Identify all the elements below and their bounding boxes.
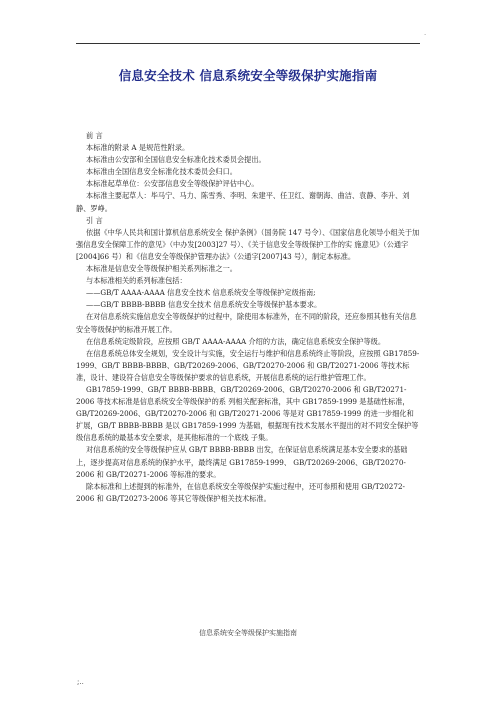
paragraph: 本标准由公安部和全国信息安全标准化技术委员会提出。 <box>86 155 266 165</box>
paragraph: ——GB/T AAAA-AAAA 信息安全技术 信息系统安全等级保护定级指南; <box>86 288 316 298</box>
paragraph: 除本标准和上述提到的标准外，在信息系统安全等级保护实施过程中，还可参照和使用 GB/T20272-2006 和 GB/T20273-2006 等其它等级保护相关技术标准。 <box>76 481 405 503</box>
paragraph: 对信息系统的安全等级保护应从 GB/T BBBB-BBBB 出发，在保证信息系统满足基本安全要求的基础上，逐步提高对信息系统的保护水平，最终满足 GB17859-1999、 GB/T20269-2006、GB/T20270-2006 和 GB/T20271-2006 等标准的要求。 <box>76 445 408 479</box>
paragraph: 依据《中华人民共和国计算机信息系统安全 保护条例》（国务院 147 号令）、《国家信息化领导小组关于加强信息安全保障工作的意见》（中办发[2003]27 号）、《关于信息安全等级保护工作的实 施意见》（公通字[2004]66 号）和《信息安全等级保护管理办法》（公通字[2007]43 号），制定本标准。 <box>76 227 420 261</box>
footer-mark: ;.. <box>77 678 84 686</box>
page-footer: 信息系统安全等级保护实施指南 <box>199 629 297 637</box>
paragraph: GB17859-1999、GB/T BBBB-BBBB、GB/T20269-2006、GB/T20270-2006 和 GB/T20271-2006 等技术标准是信息系统安全等级保护的系 列相关配套标准，其中 GB17859-1999 是基础性标准，GB/T20269-2006、GB/T20270-2006 和 GB/T20271-2006 等是对 GB17859-1999 的进一步细化和扩展，GB/T BBBB-BBBB 是以 GB17859-1999 为基础，根据现有技术发展水平提出的对不同安全保护等级信息系统的最基本安全要求，是其他标准的一个底线 子集。 <box>76 384 419 443</box>
page-title: 信息安全技术 信息系统安全等级保护实施指南 <box>118 68 378 83</box>
paragraph: 与本标准相关的系列标准包括： <box>86 276 187 286</box>
paragraph: 引 言 <box>86 215 103 225</box>
header-rule <box>76 43 420 44</box>
paragraph: 前 言 <box>86 131 103 140</box>
header-mark: . <box>424 30 426 37</box>
paragraph: 本标准主要起草人：毕马宁、马力、陈雪秀、李明、朱建平、任卫红、谢朝海、曲洁、袁静、李升、刘静、罗峥。 <box>76 191 410 213</box>
document-body <box>76 130 420 505</box>
paragraph: 本标准是信息安全等级保护相关系列标准之一。 <box>86 264 237 274</box>
paragraph: 本标准的附录 A 是规范性附录。 <box>86 143 190 153</box>
paragraph: 在对信息系统实施信息安全等级保护的过程中，除使用本标准外，在不同的阶段，还应参照其他有关信息安全等级保护的标准开展工作。 <box>76 312 417 334</box>
paragraph: 在信息系统定级阶段，应按照 GB/T AAAA-AAAA 介绍的方法，确定信息系统安全保护等级。 <box>86 336 386 346</box>
paragraph: 本标准由全国信息安全标准化技术委员会归口。 <box>86 167 237 177</box>
paragraph: 在信息系统总体安全规划，安全设计与实施，安全运行与维护和信息系统终止等阶段，应按照 GB17859-1999、GB/T BBBB-BBBB、GB/T20269-2006、GB/T20270-2006 和 GB/T20271-2006 等技术标准，设计、建设符合信息安全等级保护要求的信息系统，开展信息系统的运行维护管理工作。 <box>76 348 420 382</box>
paragraph: 本标准起草单位：公安部信息安全等级保护评估中心。 <box>86 179 259 189</box>
paragraph: ——GB/T BBBB-BBBB 信息安全技术 信息系统安全等级保护基本要求。 <box>86 300 322 310</box>
